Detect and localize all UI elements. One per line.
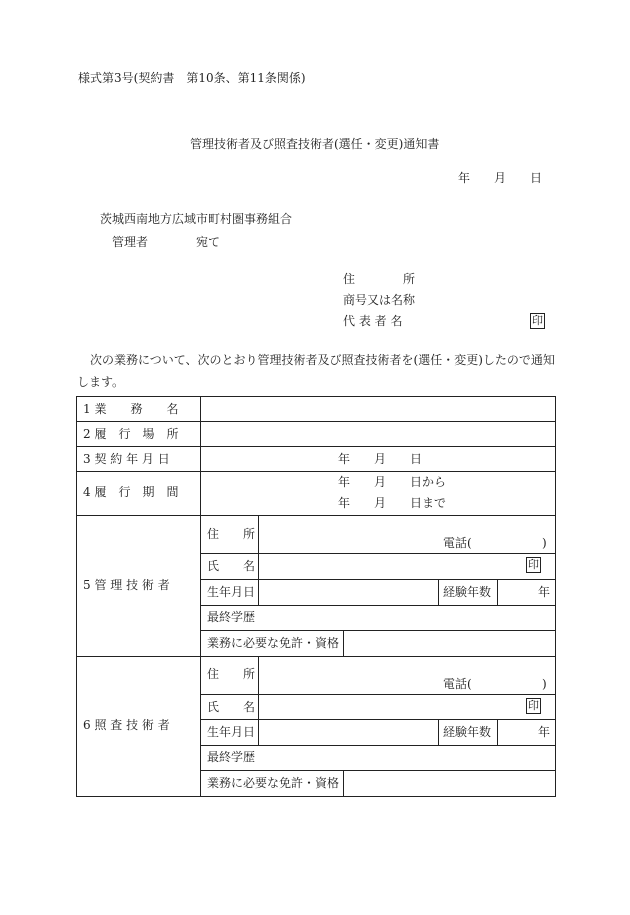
- checker-address-label: 住 所: [207, 667, 256, 681]
- document-title: 管理技術者及び照査技術者(選任・変更)通知書: [190, 137, 440, 151]
- form-reference: 様式第3号(契約書 第10条、第11条関係): [78, 71, 306, 85]
- addressee-organization: 茨城西南地方広域市町村圏事務組合: [100, 212, 293, 226]
- manager-experience-label: 経験年数: [443, 585, 492, 599]
- checker-seal-mark: 印: [526, 698, 541, 714]
- row-period-to: 年 月 日まで: [338, 496, 447, 510]
- row-contract-date-value: 年 月 日: [338, 452, 423, 466]
- row-period-from: 年 月 日から: [338, 475, 447, 489]
- manager-section-label: 5 管 理 技 術 者: [83, 578, 170, 592]
- checker-license-label: 業務に必要な免許・資格: [207, 776, 340, 790]
- manager-name-label: 氏 名: [207, 559, 256, 573]
- checker-phone-label: 電話(: [443, 677, 472, 691]
- manager-seal-mark: 印: [526, 557, 541, 573]
- sender-address-label: 住 所: [343, 272, 416, 286]
- seal-mark: 印: [530, 313, 545, 329]
- checker-birth-label: 生年月日: [207, 725, 256, 739]
- addressee-role: 管理者: [112, 235, 149, 249]
- row-period-label: 4 履 行 期 間: [83, 485, 179, 499]
- manager-year-unit: 年: [538, 585, 551, 599]
- checker-year-unit: 年: [538, 725, 551, 739]
- row-business-name-label: 1 業 務 名: [83, 402, 179, 416]
- row-contract-date-label: 3 契 約 年 月 日: [83, 452, 170, 466]
- checker-name-label: 氏 名: [207, 700, 256, 714]
- manager-license-label: 業務に必要な免許・資格: [207, 636, 340, 650]
- checker-phone-close: ): [542, 677, 547, 691]
- manager-education-label: 最終学歴: [207, 610, 256, 624]
- date-line: 年 月 日: [458, 171, 543, 185]
- sender-representative-label: 代 表 者 名: [343, 314, 403, 328]
- manager-address-label: 住 所: [207, 527, 256, 541]
- body-text-line-1: 次の業務について、次のとおり管理技術者及び照査技術者を(選任・変更)したので通知: [90, 353, 555, 367]
- body-text-line-2: します。: [77, 375, 125, 389]
- manager-birth-label: 生年月日: [207, 585, 256, 599]
- sender-name-label: 商号又は名称: [343, 293, 416, 307]
- checker-experience-label: 経験年数: [443, 725, 492, 739]
- manager-phone-label: 電話(: [443, 536, 472, 550]
- checker-education-label: 最終学歴: [207, 750, 256, 764]
- row-location-label: 2 履 行 場 所: [83, 427, 179, 441]
- manager-phone-close: ): [542, 536, 547, 550]
- checker-section-label: 6 照 査 技 術 者: [83, 718, 170, 732]
- addressee-suffix: 宛て: [196, 235, 221, 249]
